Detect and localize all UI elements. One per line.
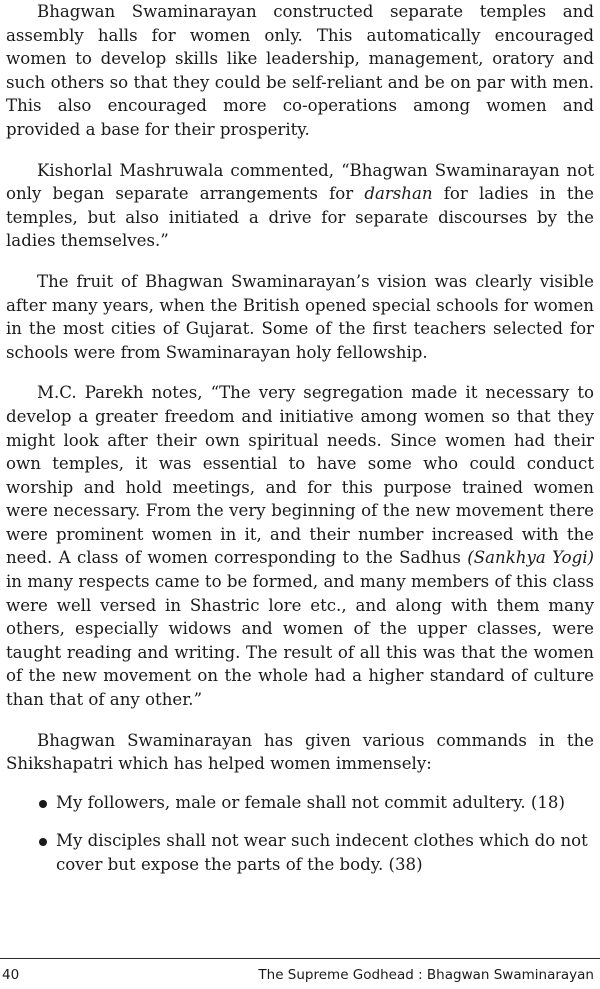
paragraph-text: Kishorlal Mashruwala commented, “Bhagwan Swaminarayan not only began separate arrangements for <box>6 160 594 204</box>
bullet-icon <box>39 800 47 808</box>
list-item <box>6 829 594 876</box>
italic-term: darshan <box>364 184 433 204</box>
paragraph-text: in many respects came to be formed, and many members of this class were well versed in Shastric lore etc., and along with them many others, especially widows and women of the upper classes, were taught reading and writing. The result of all this was that the women of the new movement on the whole had a higher standard of culture than that of any other.” <box>6 572 594 710</box>
paragraph-vision-schools: The fruit of Bhagwan Swaminarayan’s vision was clearly visible after many years, when the British opened special schools for women in the most cities of Gujarat. Some of the first teachers selected for schools were from Swaminarayan holy fellowship. <box>6 271 594 362</box>
paragraph-separate-temples: Bhagwan Swaminarayan constructed separate temples and assembly halls for women only. This automatically encouraged women to develop skills like leadership, management, oratory and such others so that they could be self-reliant and be on par with men. This also encouraged more co-operations among women and provided a base for their prosperity. <box>6 2 594 139</box>
list-item-text: My disciples shall not wear such indecent clothes which do not cover but expose the parts of the body. (38) <box>56 831 588 874</box>
bullet-icon <box>39 838 47 846</box>
commands-list <box>6 791 594 877</box>
paragraph-mashruwala-quote <box>6 159 594 253</box>
list-item <box>6 791 594 815</box>
footer-divider <box>0 958 600 959</box>
body-text <box>6 0 594 892</box>
italic-term: (Sankhya Yogi) <box>467 548 594 568</box>
page-number: 40 <box>2 967 20 983</box>
paragraph-text: M.C. Parekh notes, “The very segregation made it necessary to develop a greater freedom and initiative among women so that they might look after their own spiritual needs. Since women had their own temples, it was essential to have some who could conduct worship and hold meetings, and for this purpose trained women were necessary. From the very beginning of the new movement there were prominent women in it, and their number increased with the need. A class of women corresponding to the Sadhus <box>6 383 594 568</box>
paragraph-text: for ladies in the temples, but also initiated a drive for separate discourses by the ladies themselves.” <box>6 184 594 251</box>
paragraph-shikshapatri-intro: Bhagwan Swaminarayan has given various commands in the Shikshapatri which has helped women immensely: <box>6 730 594 774</box>
list-item-text: My followers, male or female shall not commit adultery. (18) <box>56 792 565 812</box>
paragraph-parekh-quote <box>6 381 594 711</box>
running-title: The Supreme Godhead : Bhagwan Swaminarayan <box>258 967 594 983</box>
